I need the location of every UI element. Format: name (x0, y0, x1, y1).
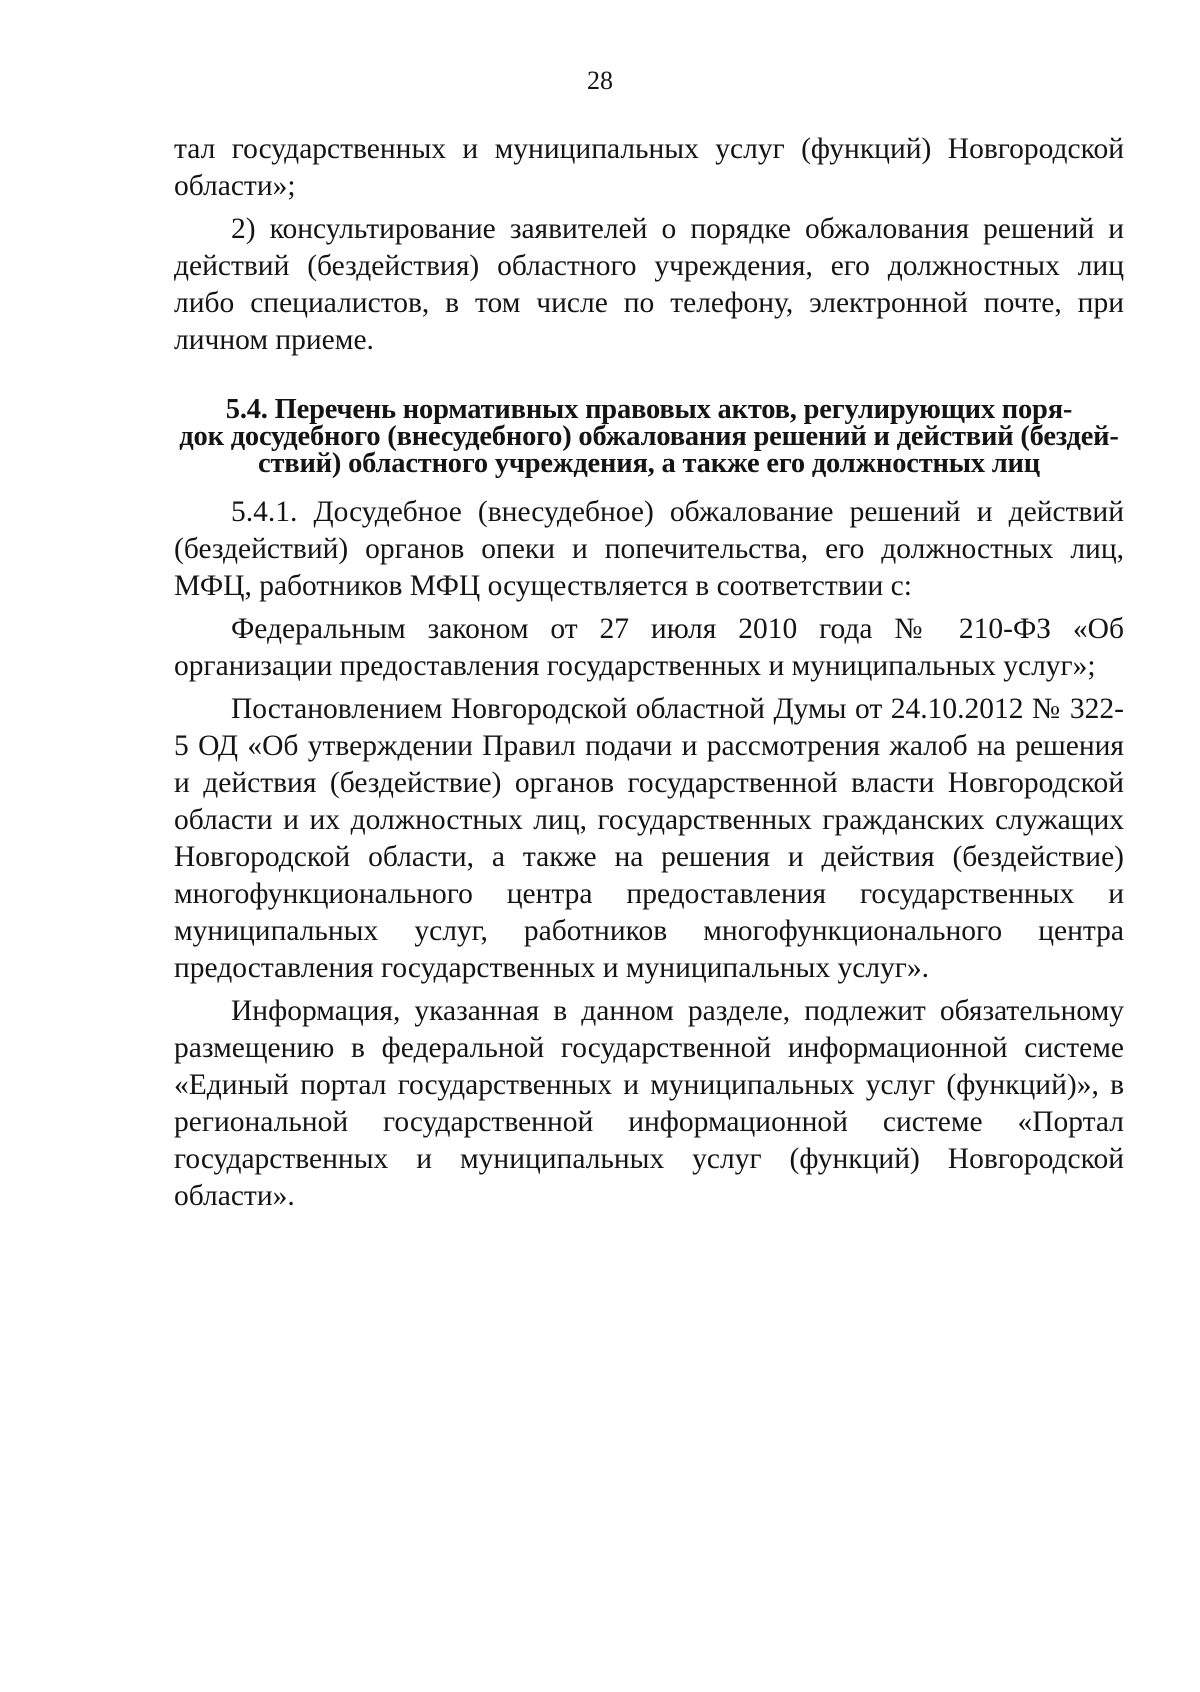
section-heading-line: док досудебного (внесудебного) обжалования решений и действий (бездей- (179, 421, 1119, 452)
paragraph-5-4-1: 5.4.1. Досудебное (внесудебное) обжалование решений и действий (бездействий) органов опеки и попечительства, его должностных лиц, МФЦ, работников МФЦ осуществляется в соответствии с: (174, 496, 1124, 602)
document-body (174, 131, 1124, 1215)
continued-text-block (174, 131, 1124, 359)
paragraph-continuation: тал государственных и муниципальных услуг (функций) Новгородской области»; (174, 133, 1124, 202)
section-heading (174, 396, 1124, 477)
paragraph-information-placement: Информация, указанная в данном разделе, подлежит обязательному размещению в федеральной государственной информационной системе «Единый портал государственных и муниципальных услуг (функций)», в региональной государственной информационной системе «Портал государственных и муниципальных услуг (функций) Новгородской области». (174, 995, 1124, 1212)
section-heading-line: ствий) областного учреждения, а также его должностных лиц (258, 448, 1040, 479)
page-number: 28 (587, 66, 613, 95)
section-heading-line: 5.4. Перечень нормативных правовых актов, регулирующих поря- (225, 394, 1073, 425)
paragraph-federal-law: Федеральным законом от 27 июля 2010 года № 210-ФЗ «Об организации предоставления государственных и муниципальных услуг»; (174, 613, 1124, 682)
paragraph-consultation: 2) консультирование заявителей о порядке обжалования решений и действий (бездействия) областного учреждения, его должностных лиц либо специалистов, в том числе по телефону, электронной почте, при личном приеме. (174, 213, 1124, 356)
paragraph-regional-resolution: Постановлением Новгородской областной Думы от 24.10.2012 № 322-5 ОД «Об утверждении Правил подачи и рассмотрения жалоб на решения и действия (бездействие) органов государственной власти Новгородской области и их должностных лиц, государственных гражданских служащих Новгородской области, а также на решения и действия (бездействие) многофункционального центра предоставления государственных и муниципальных услуг, работников многофункционального центра предоставления государственных и муниципальных услуг». (174, 693, 1124, 984)
